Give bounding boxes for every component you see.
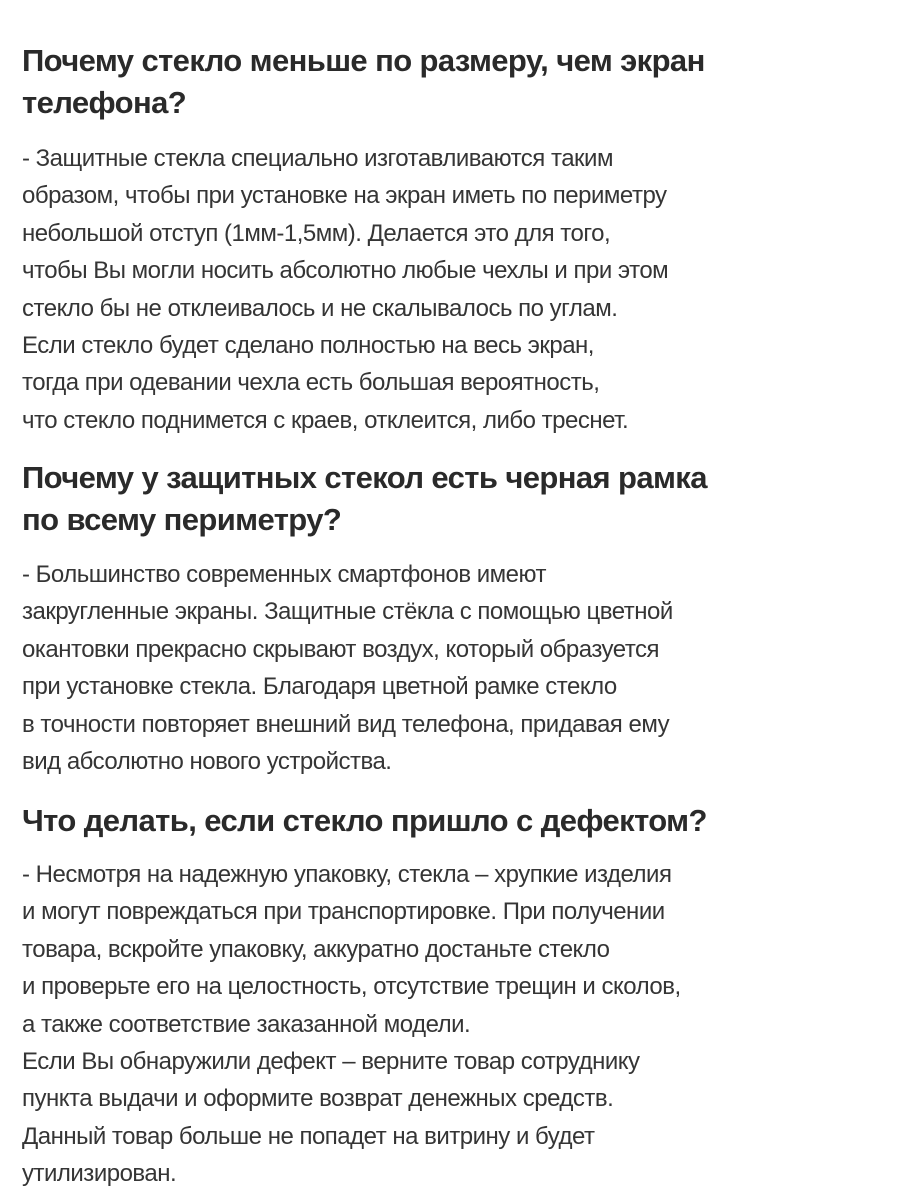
body-line: что стекло поднимется с краев, отклеится, либо треснет. bbox=[22, 406, 629, 434]
section-3-body bbox=[22, 856, 681, 1193]
body-line: и могут повреждаться при транспортировке. При получении bbox=[22, 898, 665, 926]
heading-line: по всему периметру? bbox=[22, 502, 342, 537]
body-line: Если стекло будет сделано полностью на весь экран, bbox=[22, 332, 594, 360]
body-line: закругленные экраны. Защитные стёкла с помощью цветной bbox=[22, 598, 673, 626]
body-line: вид абсолютно нового устройства. bbox=[22, 748, 392, 776]
body-line: утилизирован. bbox=[22, 1160, 177, 1188]
section-1-body bbox=[22, 140, 668, 439]
body-line: при установке стекла. Благодаря цветной рамке стекло bbox=[22, 673, 617, 701]
body-line: окантовки прекрасно скрывают воздух, который образуется bbox=[22, 635, 660, 663]
body-line: - Защитные стекла специально изготавливаются таким bbox=[22, 145, 613, 172]
body-line: пункта выдачи и оформите возврат денежных средств. bbox=[22, 1085, 614, 1113]
heading-line: Почему стекло меньше по размеру, чем экран bbox=[22, 43, 705, 78]
body-line: тогда при одевании чехла есть большая вероятность, bbox=[22, 369, 600, 397]
section-2-body bbox=[22, 556, 673, 780]
heading-line: Что делать, если стекло пришло с дефектом? bbox=[22, 803, 707, 838]
section-3-heading bbox=[22, 800, 707, 842]
section-1-heading bbox=[22, 40, 705, 124]
body-line: - Несмотря на надежную упаковку, стекла – хрупкие изделия bbox=[22, 861, 672, 888]
body-line: и проверьте его на целостность, отсутствие трещин и сколов, bbox=[22, 973, 681, 1001]
body-line: образом, чтобы при установке на экран иметь по периметру bbox=[22, 182, 667, 210]
body-line: Данный товар больше не попадет на витрину и будет bbox=[22, 1122, 595, 1150]
body-line: стекло бы не отклеивалось и не скалывалось по углам. bbox=[22, 294, 618, 322]
section-2-heading bbox=[22, 457, 707, 541]
body-line: а также соответствие заказанной модели. bbox=[22, 1010, 471, 1038]
body-line: в точности повторяет внешний вид телефона, придавая ему bbox=[22, 710, 670, 738]
body-line: товара, вскройте упаковку, аккуратно достаньте стекло bbox=[22, 935, 610, 963]
body-line: чтобы Вы могли носить абсолютно любые чехлы и при этом bbox=[22, 257, 669, 285]
heading-line: телефона? bbox=[22, 85, 187, 120]
body-line: - Большинство современных смартфонов имеют bbox=[22, 561, 546, 588]
heading-line: Почему у защитных стекол есть черная рамка bbox=[22, 460, 707, 495]
body-line: небольшой отступ (1мм-1,5мм). Делается это для того, bbox=[22, 219, 611, 247]
body-line: Если Вы обнаружили дефект – верните товар сотруднику bbox=[22, 1048, 640, 1076]
